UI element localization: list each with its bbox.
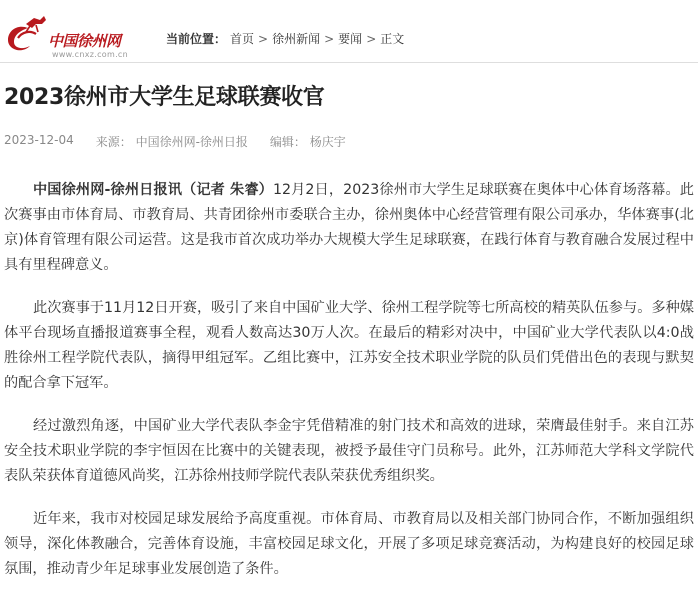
breadcrumb-xuzhou-news[interactable]: 徐州新闻 <box>272 32 321 46</box>
article-paragraph <box>4 178 694 278</box>
article-paragraph: 经过激烈角逐，中国矿业大学代表队李金宇凭借精准的射门技术和高效的进球，荣膺最佳射手。来自江苏安全技术职业学院的李宇恒因在比赛中的关键表现，被授予最佳守门员称号。此外，江苏师范大学科文学院代表队荣获体育道德风尚奖，江苏徐州技师学院代表队荣获优秀组织奖。 <box>4 418 694 484</box>
breadcrumb-top-news[interactable]: 要闻 <box>338 32 363 46</box>
logo-name: 中国徐州网 <box>48 32 121 50</box>
article-title: 2023徐州市大学生足球联赛收官 <box>4 85 325 110</box>
paragraph-text: 12月2日，2023徐州市大学生足球联赛在奥体中心体育场落幕。此次赛事由市体育局、市教育局、共青团徐州市委联合主办，徐州奥体中心经营管理有限公司承办，华体赛事(北京)体育管理有限公司运营。这是我市首次成功举办大规模大学生足球联赛，在践行体育与教育融合发展过程中具有里程碑意义。 <box>4 182 694 273</box>
site-logo[interactable] <box>4 10 154 59</box>
breadcrumb-separator: > <box>324 31 335 46</box>
article-paragraph: 此次赛事于11月12日开赛，吸引了来自中国矿业大学、徐州工程学院等七所高校的精英队伍参与。多种媒体平台现场直播报道赛事全程，观看人数高达30万人次。在最后的精彩对决中，中国矿业大学代表队以4:0战胜徐州工程学院代表队，摘得甲组冠军。乙组比赛中，江苏安全技术职业学院的队员们凭借出色的表现与默契的配合拿下冠军。 <box>4 300 694 391</box>
logo-url: www.cnxz.com.cn <box>52 50 128 59</box>
article-source: 来源： 中国徐州网-徐州日报 <box>95 135 248 149</box>
article-editor: 编辑： 杨庆宇 <box>269 135 346 149</box>
article-meta <box>4 133 368 150</box>
article-lead: 中国徐州网-徐州日报讯（记者 朱睿） <box>33 182 273 198</box>
header-divider <box>0 62 698 63</box>
breadcrumb-separator: > <box>366 31 377 46</box>
article-date: 2023-12-04 <box>4 133 74 147</box>
site-header <box>0 0 698 62</box>
article-paragraph: 近年来，我市对校园足球发展给予高度重视。市体育局、市教育局以及相关部门协同合作，不断加强组织领导，深化体教融合，完善体育设施，丰富校园足球文化，开展了多项足球竞赛活动，为构建良好的校园足球氛围，推动青少年足球事业发展创造了条件。 <box>4 511 694 577</box>
breadcrumb-separator: > <box>258 31 269 46</box>
breadcrumb-home[interactable]: 首页 <box>230 32 255 46</box>
breadcrumb-label: 当前位置： <box>166 32 227 46</box>
breadcrumb-current: 正文 <box>380 32 405 46</box>
article-body <box>4 178 694 600</box>
breadcrumb <box>166 30 404 47</box>
